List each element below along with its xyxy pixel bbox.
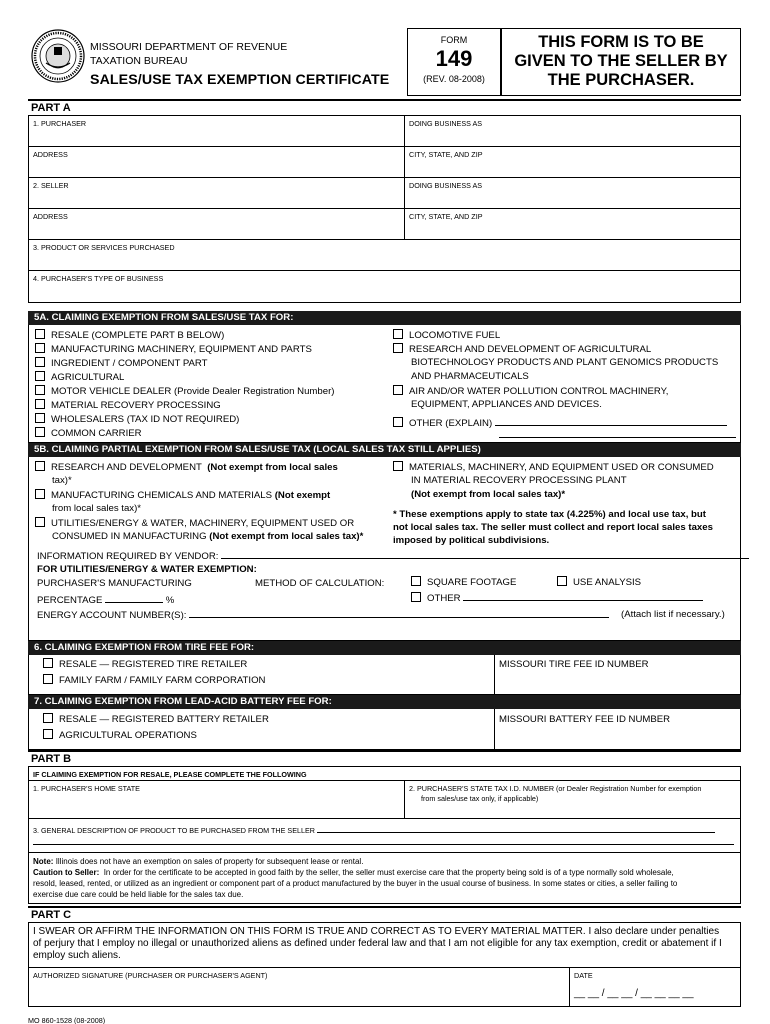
part-a-heading: PART A bbox=[28, 99, 741, 115]
battery-fee-id-field[interactable]: MISSOURI BATTERY FEE ID NUMBER bbox=[499, 714, 671, 725]
description-row bbox=[29, 819, 740, 853]
checkbox[interactable] bbox=[35, 385, 45, 395]
percentage-row[interactable] bbox=[37, 594, 174, 607]
option-label: AIR AND/OR WATER POLLUTION CONTROL MACHINERY, bbox=[409, 386, 669, 397]
section-6 bbox=[28, 655, 741, 695]
section-6-heading: 6. CLAIMING EXEMPTION FROM TIRE FEE FOR: bbox=[28, 641, 741, 655]
section-7-heading: 7. CLAIMING EXEMPTION FROM LEAD-ACID BATTERY FEE FOR: bbox=[28, 695, 741, 709]
option-label: AGRICULTURAL OPERATIONS bbox=[59, 730, 197, 741]
pollution-control-option[interactable] bbox=[393, 385, 668, 398]
form-code: MO 860-1528 (08-2008) bbox=[28, 1016, 106, 1024]
manufacturing-option[interactable] bbox=[35, 343, 312, 356]
manufacturing-label: PURCHASER'S MANUFACTURING bbox=[37, 578, 192, 589]
divider bbox=[494, 655, 495, 694]
wholesalers-option[interactable] bbox=[35, 413, 239, 426]
exemption-certificate-form bbox=[28, 26, 741, 1024]
checkbox[interactable] bbox=[35, 399, 45, 409]
other-calculation-input[interactable] bbox=[463, 592, 703, 601]
date-field[interactable] bbox=[570, 968, 740, 1006]
part-a-fields bbox=[28, 115, 741, 303]
checkbox[interactable] bbox=[393, 343, 403, 353]
checkbox[interactable] bbox=[411, 592, 421, 602]
notice-line: THE PURCHASER. bbox=[547, 71, 695, 89]
option-label: OTHER (EXPLAIN) bbox=[409, 418, 493, 429]
purchaser-notice bbox=[501, 28, 741, 96]
research-development-option[interactable] bbox=[35, 461, 338, 474]
footnote: imposed by political subdivisions. bbox=[393, 535, 550, 546]
energy-account-input[interactable] bbox=[189, 609, 609, 618]
checkbox[interactable] bbox=[35, 489, 45, 499]
purchaser-row bbox=[29, 116, 740, 147]
option-label: UTILITIES/ENERGY & WATER, MACHINERY, EQUIPMENT USED OR bbox=[51, 518, 355, 529]
seller-dba-field[interactable]: DOING BUSINESS AS bbox=[409, 181, 483, 190]
option-label-continued: CONSUMED IN MANUFACTURING bbox=[52, 531, 207, 542]
option-label: MOTOR VEHICLE DEALER (Provide Dealer Registration Number) bbox=[51, 386, 335, 397]
energy-account-label: ENERGY ACCOUNT NUMBER(S): bbox=[37, 610, 187, 621]
tax-id-sublabel: from sales/use tax only, if applicable) bbox=[421, 794, 539, 803]
method-label: METHOD OF CALCULATION: bbox=[255, 578, 385, 589]
page-title: SALES/USE TAX EXEMPTION CERTIFICATE bbox=[90, 72, 390, 88]
oath-line: employ such aliens. bbox=[33, 950, 121, 961]
product-row bbox=[29, 240, 740, 271]
option-label: RESALE (COMPLETE PART B BELOW) bbox=[51, 330, 225, 341]
section-5a bbox=[28, 325, 741, 443]
option-label: AGRICULTURAL bbox=[51, 372, 125, 383]
option-label: MATERIAL RECOVERY PROCESSING bbox=[51, 400, 221, 411]
footnote: * These exemptions apply to state tax (4.225%) and local use tax, but bbox=[393, 509, 706, 520]
footnote: not local sales tax. The seller must collect and report local sales taxes bbox=[393, 522, 713, 533]
usage-analysis-option[interactable] bbox=[557, 576, 641, 589]
seller-row bbox=[29, 178, 740, 209]
checkbox[interactable] bbox=[35, 371, 45, 381]
seller-city-field[interactable]: CITY, STATE, AND ZIP bbox=[409, 212, 483, 221]
option-label: OTHER bbox=[427, 593, 461, 604]
purchaser-field[interactable]: 1. PURCHASER bbox=[29, 116, 405, 146]
caution-text: In order for the certificate to be accepted in good faith by the seller, the seller must exercise care that the property being sold is of a type normally sold wholesale, bbox=[103, 868, 674, 877]
common-carrier-option[interactable] bbox=[35, 427, 142, 440]
locomotive-fuel-option[interactable] bbox=[393, 329, 500, 342]
description-line[interactable] bbox=[33, 844, 734, 845]
attach-note: (Attach list if necessary.) bbox=[621, 609, 725, 620]
bureau-name: TAXATION BUREAU bbox=[90, 55, 188, 67]
purchaser-city-field[interactable]: CITY, STATE, AND ZIP bbox=[409, 150, 483, 159]
square-footage-option[interactable] bbox=[411, 576, 516, 589]
caution-note bbox=[33, 867, 736, 878]
other-explain-option[interactable] bbox=[393, 417, 727, 430]
material-recovery-option[interactable] bbox=[35, 399, 221, 412]
section-5b bbox=[28, 457, 741, 641]
caution-label: Caution to Seller: bbox=[33, 868, 100, 877]
manufacturing-chemicals-option[interactable] bbox=[35, 489, 330, 502]
part-b-instruction: IF CLAIMING EXEMPTION FOR RESALE, PLEASE COMPLETE THE FOLLOWING bbox=[29, 767, 740, 781]
date-input[interactable]: __ __ / __ __ / __ __ __ __ bbox=[574, 988, 694, 999]
section-7 bbox=[28, 709, 741, 750]
option-label: MATERIALS, MACHINERY, AND EQUIPMENT USED OR CONSUMED bbox=[409, 462, 714, 473]
caution-text: resold, leased, rented, or utilized as an ingredient or component part of a product manufactured by the buyer in the usual course of business. In some states or cities, a seller failing to bbox=[33, 879, 678, 888]
agricultural-operations-option[interactable] bbox=[43, 729, 197, 742]
seller-address-field[interactable]: ADDRESS bbox=[29, 209, 405, 239]
option-label: COMMON CARRIER bbox=[51, 428, 142, 439]
part-b-heading: PART B bbox=[28, 750, 741, 766]
family-farm-option[interactable] bbox=[43, 674, 265, 687]
vendor-info-label: INFORMATION REQUIRED BY VENDOR: bbox=[37, 551, 219, 562]
divider bbox=[494, 709, 495, 749]
option-label: INGREDIENT / COMPONENT PART bbox=[51, 358, 208, 369]
agency-name bbox=[90, 40, 287, 68]
product-description-field[interactable] bbox=[33, 825, 715, 837]
checkbox[interactable] bbox=[43, 713, 53, 723]
option-label: WHOLESALERS (TAX ID NOT REQUIRED) bbox=[51, 414, 240, 425]
other-calculation-option[interactable] bbox=[411, 592, 703, 605]
checkbox[interactable] bbox=[35, 427, 45, 437]
notice-line: THIS FORM IS TO BE bbox=[538, 33, 704, 51]
checkbox[interactable] bbox=[35, 461, 45, 471]
business-type-field[interactable]: 4. PURCHASER'S TYPE OF BUSINESS bbox=[33, 274, 164, 283]
option-label: RESALE — REGISTERED BATTERY RETAILER bbox=[59, 714, 269, 725]
oath-statement bbox=[29, 923, 740, 968]
checkbox[interactable] bbox=[43, 674, 53, 684]
form-header bbox=[28, 26, 741, 99]
department-name: MISSOURI DEPARTMENT OF REVENUE bbox=[90, 41, 288, 53]
other-explain-input[interactable] bbox=[495, 417, 727, 426]
signature-row bbox=[29, 968, 740, 1006]
checkbox[interactable] bbox=[35, 329, 45, 339]
seller-field[interactable]: 2. SELLER bbox=[29, 178, 405, 208]
percentage-input[interactable] bbox=[105, 594, 163, 603]
checkbox[interactable] bbox=[393, 385, 403, 395]
tire-resale-option[interactable] bbox=[43, 658, 247, 671]
checkbox[interactable] bbox=[393, 417, 403, 427]
research-option[interactable] bbox=[393, 343, 651, 356]
part-c-fields bbox=[28, 922, 741, 1007]
checkbox[interactable] bbox=[43, 729, 53, 739]
notes-block bbox=[29, 853, 740, 903]
date-label: DATE bbox=[574, 971, 593, 980]
notice-line: GIVEN TO THE SELLER BY bbox=[514, 52, 728, 70]
option-label-continued: EQUIPMENT, APPLIANCES AND DEVICES. bbox=[411, 399, 602, 410]
option-label-continued: IN MATERIAL RECOVERY PROCESSING PLANT bbox=[411, 475, 627, 486]
part-c-heading: PART C bbox=[28, 906, 741, 922]
illinois-note bbox=[33, 856, 736, 867]
vendor-info-input[interactable] bbox=[221, 550, 749, 559]
checkbox[interactable] bbox=[35, 343, 45, 353]
vendor-info-row[interactable] bbox=[37, 550, 749, 563]
checkbox[interactable] bbox=[35, 357, 45, 367]
seller-address-row bbox=[29, 209, 740, 240]
option-label: MANUFACTURING CHEMICALS AND MATERIALS bbox=[51, 490, 273, 501]
checkbox[interactable] bbox=[35, 413, 45, 423]
tire-fee-id-field[interactable]: MISSOURI TIRE FEE ID NUMBER bbox=[499, 659, 649, 670]
option-label-continued: from local sales tax)* bbox=[52, 503, 142, 514]
home-state-field[interactable]: 1. PURCHASER'S HOME STATE bbox=[29, 781, 405, 818]
business-type-row bbox=[29, 271, 740, 302]
option-label: MANUFACTURING MACHINERY, EQUIPMENT AND PARTS bbox=[51, 344, 312, 355]
note-label: Note: bbox=[33, 857, 54, 866]
utilities-option[interactable] bbox=[35, 517, 354, 530]
percent-sign: % bbox=[165, 595, 175, 606]
form-number: 149 bbox=[435, 46, 473, 71]
home-state-row bbox=[29, 781, 740, 819]
state-seal-icon bbox=[31, 29, 85, 83]
signature-field[interactable]: AUTHORIZED SIGNATURE (PURCHASER OR PURCHASER'S AGENT) bbox=[29, 968, 570, 1006]
option-label: RESALE — REGISTERED TIRE RETAILER bbox=[59, 659, 248, 670]
checkbox[interactable] bbox=[35, 517, 45, 527]
description-label: 3. GENERAL DESCRIPTION OF PRODUCT TO BE PURCHASED FROM THE SELLER bbox=[33, 826, 315, 835]
checkbox[interactable] bbox=[43, 658, 53, 668]
purchaser-address-row bbox=[29, 147, 740, 178]
energy-account-row[interactable] bbox=[37, 609, 609, 622]
oath-line: of perjury that I employ no illegal or unauthorized aliens as defined under federal law and that I am not eligible for any tax exemption, credit or abatement if I bbox=[33, 938, 722, 949]
percentage-label: PERCENTAGE bbox=[37, 595, 103, 606]
form-revision: (REV. 08-2008) bbox=[423, 74, 485, 84]
state-tax-id-field[interactable] bbox=[405, 781, 740, 818]
option-label: RESEARCH AND DEVELOPMENT bbox=[51, 462, 202, 473]
other-explain-line[interactable] bbox=[499, 437, 736, 438]
option-label: FAMILY FARM / FAMILY FARM CORPORATION bbox=[59, 675, 266, 686]
battery-resale-option[interactable] bbox=[43, 713, 269, 726]
section-5b-heading: 5B. CLAIMING PARTIAL EXEMPTION FROM SALES/USE TAX (LOCAL SALES TAX STILL APPLIES) bbox=[28, 443, 741, 457]
option-qualifier: (Not exempt from local sales tax)* bbox=[411, 489, 566, 500]
option-qualifier: (Not exempt bbox=[274, 490, 331, 501]
option-qualifier: (Not exempt from local sales tax)* bbox=[209, 531, 364, 542]
option-label-continued: tax)* bbox=[52, 475, 72, 486]
section-5a-heading: 5A. CLAIMING EXEMPTION FROM SALES/USE TAX FOR: bbox=[28, 311, 741, 325]
product-field[interactable]: 3. PRODUCT OR SERVICES PURCHASED bbox=[33, 243, 175, 252]
option-label-continued: AND PHARMACEUTICALS bbox=[411, 371, 529, 382]
material-recovery-plant-option[interactable] bbox=[393, 461, 714, 474]
option-label-continued: BIOTECHNOLOGY PRODUCTS AND PLANT GENOMICS PRODUCTS bbox=[411, 357, 719, 368]
checkbox[interactable] bbox=[393, 329, 403, 339]
motor-vehicle-option[interactable] bbox=[35, 385, 334, 398]
caution-text: exercise due care could be held liable for the sales tax due. bbox=[33, 890, 244, 899]
oath-line: I SWEAR OR AFFIRM THE INFORMATION ON THIS FORM IS TRUE AND CORRECT AS TO EVERY MATERIAL MATTER. I also declare under penalties bbox=[33, 926, 720, 937]
option-label: SQUARE FOOTAGE bbox=[427, 577, 517, 588]
part-b-fields bbox=[28, 766, 741, 904]
option-qualifier: (Not exempt from local sales bbox=[207, 462, 338, 473]
form-label: FORM bbox=[440, 35, 468, 45]
description-input[interactable] bbox=[317, 827, 715, 833]
option-label: RESEARCH AND DEVELOPMENT OF AGRICULTURAL bbox=[409, 344, 652, 355]
utilities-heading: FOR UTILITIES/ENERGY & WATER EXEMPTION: bbox=[37, 564, 257, 575]
utilities-continued bbox=[52, 531, 363, 543]
ingredient-option[interactable] bbox=[35, 357, 208, 370]
note-text: Illinois does not have an exemption on sales of property for subsequent lease or rental. bbox=[55, 857, 364, 866]
checkbox[interactable] bbox=[411, 576, 421, 586]
purchaser-dba-field[interactable]: DOING BUSINESS AS bbox=[409, 119, 483, 128]
tax-id-label: 2. PURCHASER'S STATE TAX I.D. NUMBER (or Dealer Registration Number for exemption bbox=[409, 784, 702, 793]
agricultural-option[interactable] bbox=[35, 371, 124, 384]
option-label: USE ANALYSIS bbox=[573, 577, 642, 588]
resale-option[interactable] bbox=[35, 329, 224, 342]
checkbox[interactable] bbox=[557, 576, 567, 586]
form-number-box bbox=[407, 28, 501, 96]
purchaser-address-field[interactable]: ADDRESS bbox=[29, 147, 405, 177]
checkbox[interactable] bbox=[393, 461, 403, 471]
option-label: LOCOMOTIVE FUEL bbox=[409, 330, 501, 341]
